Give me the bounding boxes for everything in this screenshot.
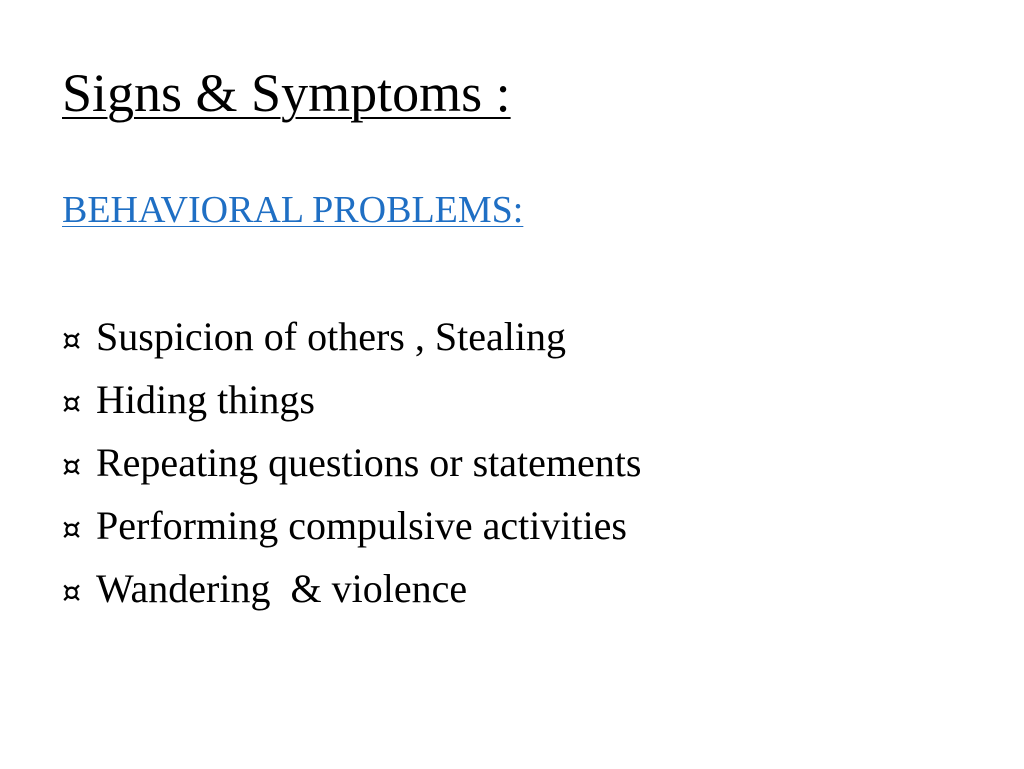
list-item-text: Hiding things <box>96 377 315 422</box>
list-item-text: Suspicion of others , Stealing <box>96 314 566 359</box>
slide-title: Signs & Symptoms : <box>62 63 511 123</box>
list-item <box>62 557 641 620</box>
currency-sign-icon: ¤ <box>62 449 82 484</box>
list-item <box>62 368 641 431</box>
list-item <box>62 431 641 494</box>
list-item-text: Wandering & violence <box>96 566 468 611</box>
list-item <box>62 305 641 368</box>
list-item-text: Repeating questions or statements <box>96 440 642 485</box>
currency-sign-icon: ¤ <box>62 323 82 358</box>
bullet-list <box>62 305 641 620</box>
list-item <box>62 494 641 557</box>
currency-sign-icon: ¤ <box>62 386 82 421</box>
currency-sign-icon: ¤ <box>62 512 82 547</box>
slide-subtitle: BEHAVIORAL PROBLEMS: <box>62 189 524 231</box>
list-item-text: Performing compulsive activities <box>96 503 627 548</box>
currency-sign-icon: ¤ <box>62 575 82 610</box>
